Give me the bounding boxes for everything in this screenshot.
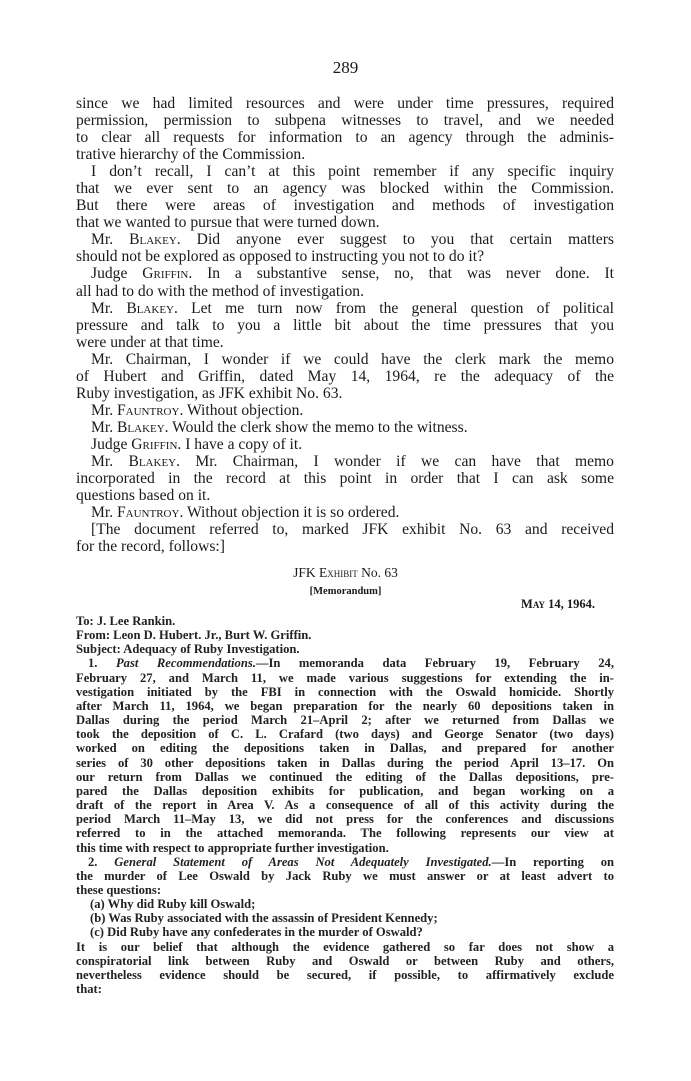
- text-line: [76, 855, 614, 869]
- line-text: . Let me turn now from the general question of political: [173, 299, 614, 317]
- line-text: to clear all requests for information to an agency through the adminis-: [76, 129, 614, 147]
- text-line: [76, 798, 614, 812]
- line-text: But there were areas of investigation and methods of investigation: [76, 197, 614, 215]
- exhibit-title-prefix: JFK: [293, 565, 319, 580]
- text-line: [76, 385, 614, 402]
- line-text: draft of the report in Area V. As a consequence of all of this activity during the: [76, 798, 614, 813]
- memorandum-label: [Memorandum]: [309, 586, 382, 597]
- line-text: —In memoranda data February 19, February 24,: [255, 656, 614, 671]
- line-text: this time with respect to appropriate further investigation.: [76, 840, 389, 855]
- line-text: that we wanted to pursue that were turned down.: [76, 214, 380, 232]
- line-text: . Without objection.: [179, 401, 304, 419]
- line-text: . Without objection it is so ordered.: [179, 504, 400, 522]
- line-text: were under at that time.: [76, 333, 224, 351]
- text-line: [76, 487, 614, 504]
- text-line: [76, 180, 614, 197]
- line-text: questions based on it.: [76, 487, 211, 505]
- text-line: [76, 628, 614, 642]
- line-text: trative hierarchy of the Commission.: [76, 146, 306, 164]
- text-line: [76, 419, 614, 436]
- text-line: [76, 940, 614, 954]
- line-text: (b) Was Ruby associated with the assassin of President Kennedy;: [90, 911, 438, 926]
- speaker-title: Mr.: [91, 504, 117, 522]
- line-text: Mr. Chairman, I wonder if we could have the clerk mark the memo: [91, 350, 614, 368]
- text-line: [76, 521, 614, 538]
- line-text: series of 30 other depositions taken in Dallas during the period April 13–17. On: [76, 755, 614, 770]
- text-line: [76, 954, 614, 968]
- line-text: . I have a copy of it.: [177, 435, 303, 453]
- speaker-title: 1.: [88, 656, 116, 671]
- line-text: should not be explored as opposed to instructing you not to do it?: [76, 248, 484, 266]
- text-line: [76, 163, 614, 180]
- text-line: [76, 656, 614, 670]
- exhibit-title-number: No. 63: [357, 565, 398, 580]
- line-text: Ruby investigation, as JFK exhibit No. 63.: [76, 384, 343, 402]
- text-line: [76, 436, 614, 453]
- line-text: worked on editing the depositions taken in Dallas, and prepared for another: [76, 741, 614, 756]
- line-text: period March 11–May 13, we did not press for the conferences and discussions: [76, 812, 614, 827]
- text-line: [76, 248, 614, 265]
- section-heading: General Statement of Areas Not Adequately Investigated.: [114, 854, 492, 869]
- text-line: [76, 883, 614, 897]
- text-line: [76, 146, 614, 163]
- hearing-transcript: [76, 95, 614, 555]
- text-line: [76, 671, 614, 685]
- text-line: [76, 727, 614, 741]
- line-text: vestigation initiated by the FBI in connection with the Oswald homicide. Shortly: [76, 684, 614, 699]
- page-number: 289: [332, 58, 359, 77]
- text-line: [76, 756, 614, 770]
- line-text: To: J. Lee Rankin.: [76, 614, 176, 628]
- speaker-name: Griffin: [131, 435, 178, 453]
- text-line: [76, 812, 614, 826]
- line-text: since we had limited resources and were under time pressures, required: [76, 95, 614, 112]
- speaker-title: Judge: [91, 265, 143, 283]
- text-line: [76, 334, 614, 351]
- text-line: [76, 869, 614, 883]
- text-line: [76, 112, 614, 129]
- speaker-name: Griffin: [142, 265, 189, 283]
- text-line: [76, 197, 614, 214]
- text-line: [76, 841, 614, 855]
- line-text: . Would the clerk show the memo to the witness.: [164, 418, 468, 436]
- text-line: [76, 741, 614, 755]
- text-line: [76, 265, 614, 282]
- text-line: [76, 129, 614, 146]
- text-line: [76, 402, 614, 419]
- text-line: [76, 95, 614, 112]
- text-line: [76, 770, 614, 784]
- line-text: incorporated in the record at this point in order that I can ask some: [76, 470, 614, 488]
- line-text: . Did anyone ever suggest to you that certain matters: [176, 231, 614, 249]
- text-line: [76, 214, 614, 231]
- text-line: [76, 231, 614, 248]
- line-text: after March 11, 1964, we began preparation for the nearly 60 depositions taken in: [76, 698, 614, 713]
- memo-date: May 14, 1964.: [521, 597, 595, 611]
- line-text: permission, permission to subpena witnesses to travel, and we needed: [76, 112, 614, 130]
- line-text: February 27, and March 11, we made various suggestions for extending the in-: [76, 670, 614, 685]
- speaker-title: Mr.: [91, 231, 130, 249]
- text-line: [76, 317, 614, 334]
- speaker-title: Mr.: [91, 418, 117, 436]
- line-text: that:: [76, 982, 102, 997]
- line-text: pared the Dallas deposition exhibits for publication, and began working on a: [76, 783, 614, 798]
- line-text: . Mr. Chairman, I wonder if we can have that memo: [176, 452, 614, 470]
- line-text: (a) Why did Ruby kill Oswald;: [90, 897, 256, 912]
- line-text: . In a substantive sense, no, that was never done. It: [188, 265, 614, 283]
- exhibit-title: [0, 565, 691, 581]
- line-text: all had to do with the method of investigation.: [76, 282, 365, 300]
- text-line: [76, 826, 614, 840]
- section-heading: Past Recommendations.: [115, 656, 256, 671]
- text-line: [76, 614, 614, 628]
- line-text: nevertheless evidence should be secured, if possible, to affirmatively exclude: [76, 967, 614, 982]
- speaker-name: Blakey: [117, 418, 165, 436]
- line-text: From: Leon D. Hubert. Jr., Burt W. Griffin.: [76, 628, 312, 643]
- speaker-title: 2.: [88, 854, 115, 869]
- line-text: —In reporting on: [491, 854, 615, 869]
- speaker-title: Mr.: [91, 401, 117, 419]
- speaker-name: Fauntroy: [117, 504, 180, 522]
- line-text: [The document referred to, marked JFK exhibit No. 63 and received: [91, 521, 614, 539]
- text-line: [76, 453, 614, 470]
- text-line: [76, 925, 614, 939]
- text-line: [76, 713, 614, 727]
- line-text: took the deposition of C. L. Crafard (two days) and George Senator (two days): [76, 727, 614, 742]
- line-text: these questions:: [76, 882, 162, 897]
- speaker-name: Blakey: [129, 231, 177, 249]
- text-line: [76, 699, 614, 713]
- line-text: that we ever sent to an agency was blocked within the Commission.: [76, 180, 614, 198]
- line-text: conspiratorial link between Ruby and Oswald or between Ruby and others,: [76, 953, 614, 968]
- line-text: Subject: Adequacy of Ruby Investigation.: [76, 642, 300, 657]
- text-line: [76, 897, 614, 911]
- line-text: I don’t recall, I can’t at this point remember if any specific inquiry: [91, 163, 614, 181]
- text-line: [76, 351, 614, 368]
- line-text: for the record, follows:]: [76, 538, 225, 556]
- text-line: [76, 685, 614, 699]
- speaker-title: Mr.: [91, 452, 129, 470]
- text-line: [76, 968, 614, 982]
- line-text: (c) Did Ruby have any confederates in the murder of Oswald?: [90, 925, 423, 940]
- line-text: referred to in the attached memoranda. The following represents our view at: [76, 826, 614, 841]
- text-line: [76, 642, 614, 656]
- text-line: [76, 368, 614, 385]
- speaker-title: Judge: [91, 435, 132, 453]
- line-text: the murder of Lee Oswald by Jack Ruby we must answer or at least advert to: [76, 868, 614, 883]
- text-line: [76, 784, 614, 798]
- speaker-name: Blakey: [126, 299, 174, 317]
- speaker-title: Mr.: [91, 299, 127, 317]
- text-line: [76, 982, 614, 996]
- line-text: It is our belief that although the evidence gathered so far does not show a: [76, 939, 614, 954]
- text-line: [76, 538, 614, 555]
- line-text: of Hubert and Griffin, dated May 14, 1964, re the adequacy of the: [76, 367, 614, 385]
- text-line: [76, 911, 614, 925]
- text-line: [76, 470, 614, 487]
- text-line: [76, 283, 614, 300]
- speaker-name: Fauntroy: [117, 401, 180, 419]
- text-line: [76, 300, 614, 317]
- memorandum-body: [76, 614, 614, 996]
- exhibit-title-word: Exhibit: [319, 565, 358, 580]
- line-text: pressure and talk to you a little bit about the time pressures that you: [76, 316, 614, 334]
- line-text: our return from Dallas we continued the editing of the Dallas depositions, pre-: [76, 769, 614, 784]
- line-text: Dallas during the period March 21–April 2; after we returned from Dallas we: [76, 713, 614, 728]
- text-line: [76, 504, 614, 521]
- speaker-name: Blakey: [128, 452, 177, 470]
